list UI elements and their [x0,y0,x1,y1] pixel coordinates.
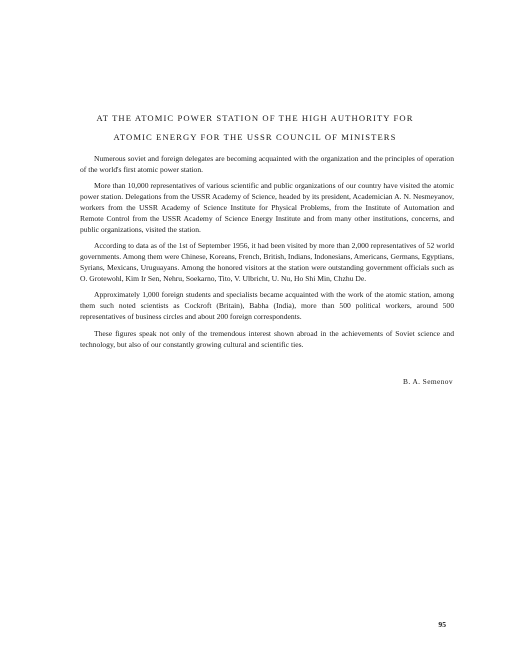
paragraph-4: Approximately 1,000 foreign students and specialists became acquainted with the work of the atomic station, among them such noted scientists as Cockroft (Britain), Babha (India), more than 500 political workers, around 500 representatives of business circles and about 200 foreign correspondents. [80,290,454,322]
title-line-2: ATOMIC ENERGY FOR THE USSR COUNCIL OF MINISTERS [113,132,397,142]
paragraph-1: Numerous soviet and foreign delegates are becoming acquainted with the organization and the principles of operation of the world's first atomic power station. [80,154,454,174]
author-signature: B. A. Semenov [403,377,453,386]
paragraph-2: More than 10,000 representatives of various scientific and public organizations of our country have visited the atomic power station. Delegations from the USSR Academy of Science, headed by its president, Academician A. N. Nesmeyanov, workers from the USSR Academy of Science Institute for Physical Problems, from the Institute of Automation and Remote Control from the USSR Academy of Science Energy Institute and from many other institutions, concerns, and public organizations, visited the station. [80,181,454,234]
paragraph-5: These figures speak not only of the tremendous interest shown abroad in the achievements of Soviet science and technology, but also of our constantly growing cultural and scientific ties. [80,328,454,349]
page-number: 95 [438,620,446,629]
paragraph-3: According to data as of the 1st of September 1956, it had been visited by more than 2,000 representatives of 52 world governments. Among them were Chinese, Koreans, French, British, Indians, Indonesians, Americans, Germans, Egyptians, Syrians, Mexicans, Uruguayans. Among the honored visitors at the station were outstanding government officials such as O. Grotewohl, Kim Ir Sen, Nehru, Soekarno, Tito, V. Ulbricht, U. Nu, Ho Shi Min, Chzhu De. [80,241,454,284]
article-body [80,154,454,356]
title-line-1: AT THE ATOMIC POWER STATION OF THE HIGH AUTHORITY FOR [96,113,414,123]
